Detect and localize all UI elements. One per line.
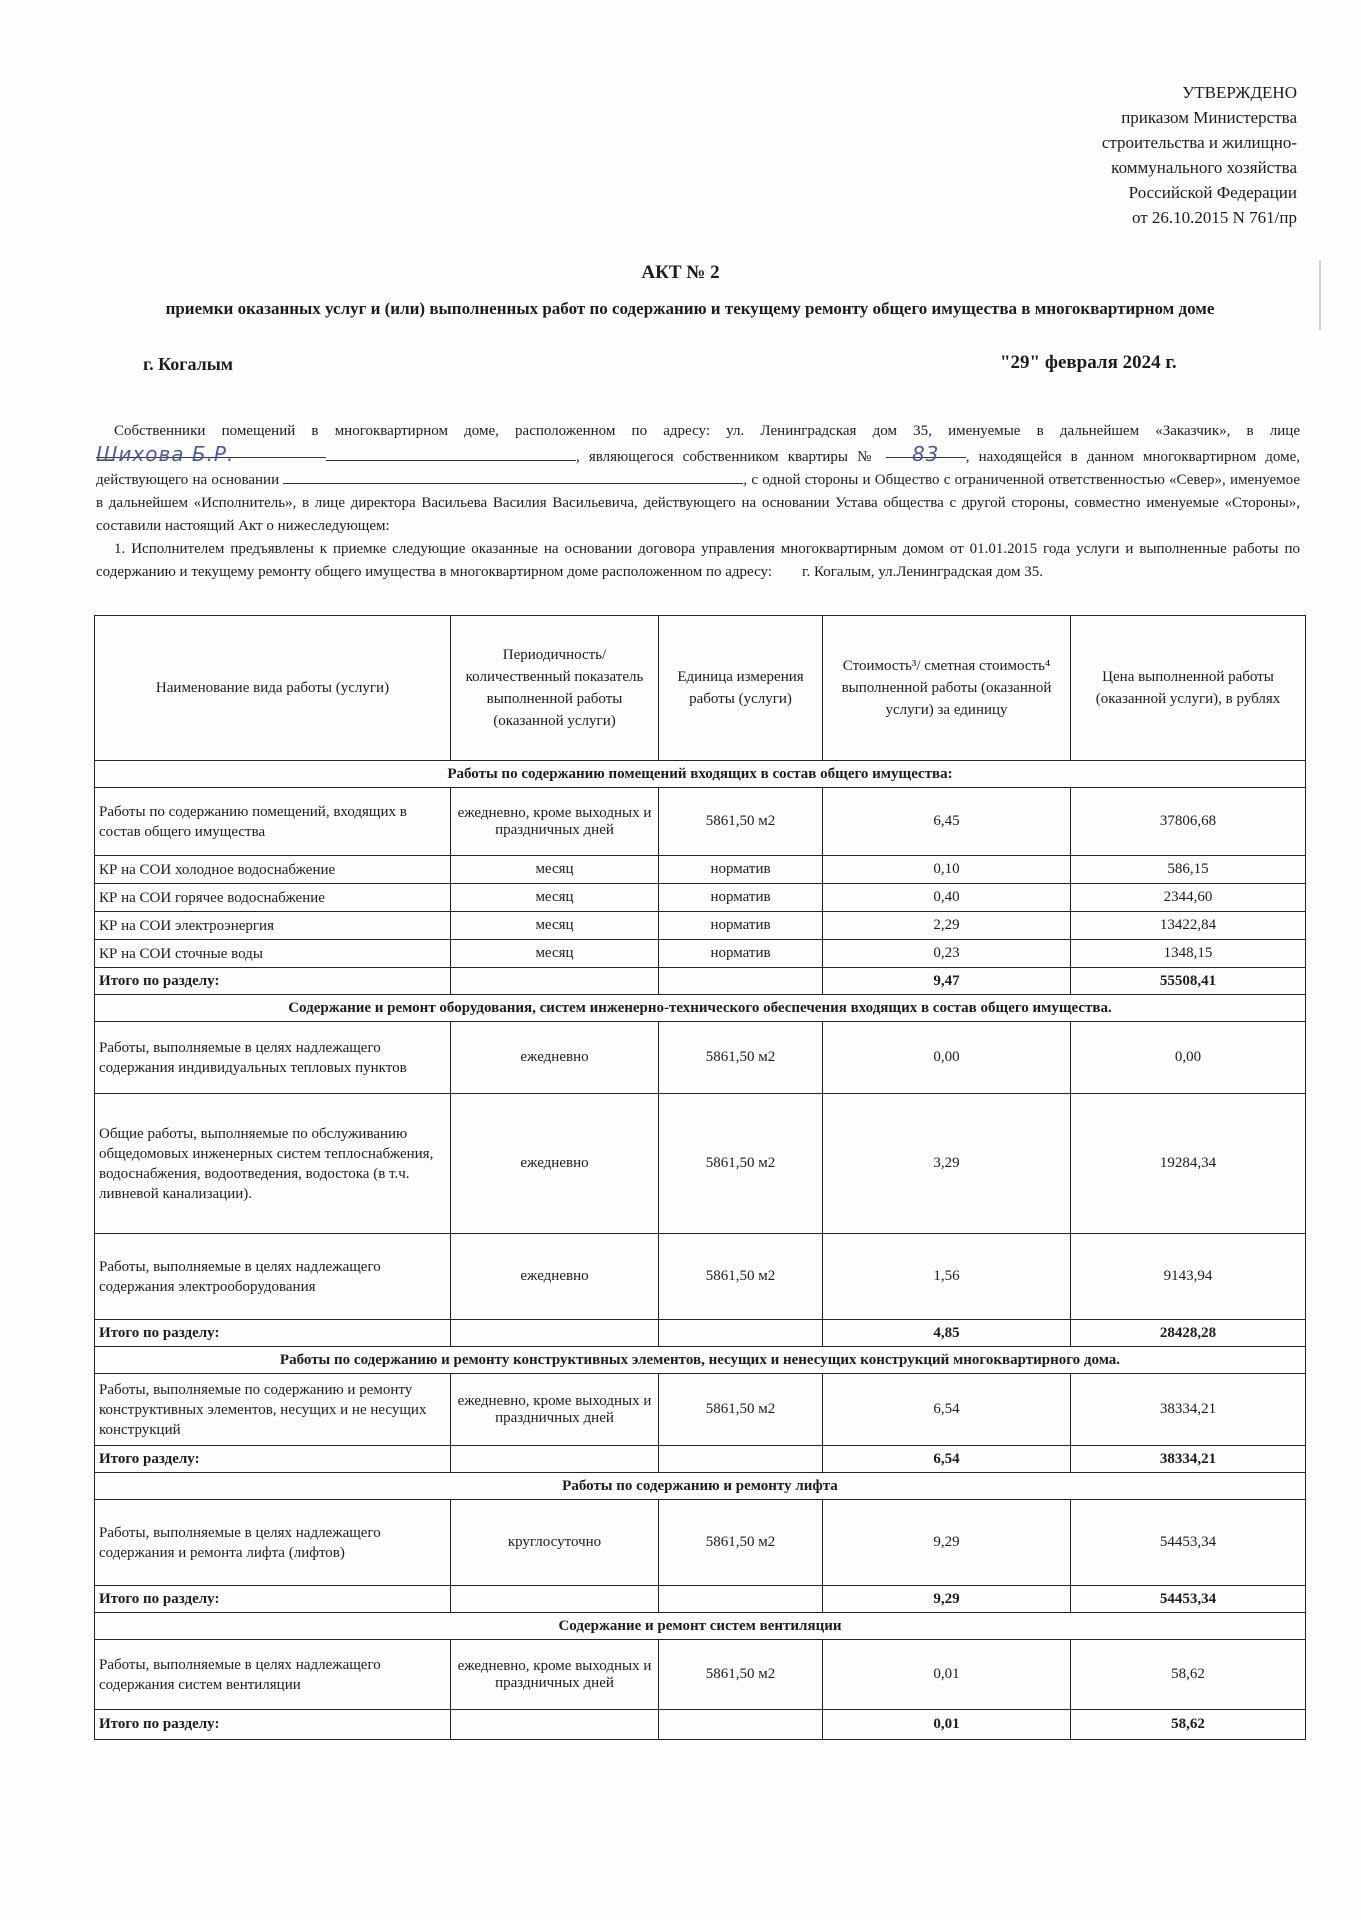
column-header: Наименование вида работы (услуги) [95,616,451,761]
total-price: 28428,28 [1071,1320,1306,1347]
table-row [95,884,1306,912]
cell-unit-cost: 0,00 [823,1022,1071,1094]
section-total-row [95,1320,1306,1347]
total-label: Итого по разделу: [95,968,451,995]
section-title: Работы по содержанию и ремонту лифта [95,1473,1306,1500]
cell-work-name: Работы по содержанию помещений, входящих в состав общего имущества [95,788,451,856]
cell-periodicity: месяц [451,884,659,912]
intro-text-part: , с одной стороны и Общество с ограниченной ответственностью «Север», именуемое в дальнейшем «Исполнитель», в лице директора Васильева Василия Васильевича, действующего на основании Устава общества с другой стороны, совместно именуемые «Стороны», составили настоящий Акт о нижеследующем: [96,472,1301,534]
section-header-row [95,1473,1306,1500]
cell-unit: норматив [659,912,823,940]
cell-unit-cost: 0,23 [823,940,1071,968]
cell-work-name: КР на СОИ холодное водоснабжение [95,856,451,884]
scan-edge-mark [1319,260,1321,330]
column-header: Стоимость³/ сметная стоимость⁴ выполненной работы (оказанной услуги) за единицу [823,616,1071,761]
section-header-row [95,1347,1306,1374]
total-unit-cost: 4,85 [823,1320,1071,1347]
cell-unit: 5861,50 м2 [659,1500,823,1586]
cell-unit: 5861,50 м2 [659,1022,823,1094]
approval-line: Российской Федерации [1128,183,1297,202]
cell-unit: норматив [659,856,823,884]
table-row [95,1640,1306,1710]
cell-price: 37806,68 [1071,788,1306,856]
cell-unit-cost: 0,10 [823,856,1071,884]
cell-price: 586,15 [1071,856,1306,884]
act-date: "29" февраля 2024 г. [1000,352,1177,373]
cell-periodicity: ежедневно [451,1234,659,1320]
cell-unit: 5861,50 м2 [659,1640,823,1710]
section-total-row [95,1446,1306,1473]
intro-text [96,420,1300,584]
cell-unit: 5861,50 м2 [659,788,823,856]
cell-work-name: КР на СОИ горячее водоснабжение [95,884,451,912]
cell-periodicity: месяц [451,912,659,940]
handwritten-name: Шихова Б.Р. [96,442,235,466]
cell-unit-cost: 6,54 [823,1374,1071,1446]
cell-unit-cost: 0,40 [823,884,1071,912]
section-title: Работы по содержанию помещений входящих в состав общего имущества: [95,761,1306,788]
intro-text-part: 1. Исполнителем предъявлены к приемке следующие оказанные на основании договора управления многоквартирным домом от 01.01.2015 года услуги и выполненные работы по содержанию и текущему ремонту общего имущества в многоквартирном доме расположенном по адресу: [96,541,1300,580]
section-title: Работы по содержанию и ремонту конструктивных элементов, несущих и ненесущих конструкций многоквартирного дома. [95,1347,1306,1374]
cell-work-name: КР на СОИ сточные воды [95,940,451,968]
table-row [95,940,1306,968]
works-table [94,615,1306,1740]
cell-price: 58,62 [1071,1640,1306,1710]
cell-price: 19284,34 [1071,1094,1306,1234]
total-price: 58,62 [1071,1710,1306,1740]
table-row [95,856,1306,884]
cell-unit-cost: 6,45 [823,788,1071,856]
table-row [95,912,1306,940]
total-label: Итого разделу: [95,1446,451,1473]
table-header-row [95,616,1306,761]
total-label: Итого по разделу: [95,1586,451,1613]
total-unit-cost: 9,29 [823,1586,1071,1613]
approval-line: от 26.10.2015 N 761/пр [1131,208,1297,227]
cell-price: 13422,84 [1071,912,1306,940]
intro-text-part: , являющегося собственником квартиры № [576,449,877,465]
cell-price: 9143,94 [1071,1234,1306,1320]
apartment-field [886,442,966,466]
cell-unit-cost: 0,01 [823,1640,1071,1710]
cell-work-name: Работы, выполняемые в целях надлежащего содержания и ремонта лифта (лифтов) [95,1500,451,1586]
cell-unit: норматив [659,940,823,968]
cell-unit-cost: 3,29 [823,1094,1071,1234]
cell-periodicity: месяц [451,940,659,968]
approval-line: строительства и жилищно- [1101,133,1297,152]
cell-unit: 5861,50 м2 [659,1374,823,1446]
cell-periodicity: круглосуточно [451,1500,659,1586]
table-row [95,1094,1306,1234]
approval-line: УТВЕРЖДЕНО [1182,83,1297,102]
act-subtitle: приемки оказанных услуг и (или) выполненных работ по содержанию и текущему ремонту общего имущества в многоквартирном доме [165,299,1215,318]
cell-price: 38334,21 [1071,1374,1306,1446]
section-total-row [95,1710,1306,1740]
cell-periodicity: ежедневно [451,1094,659,1234]
basis-blank [283,469,743,484]
approval-line: коммунального хозяйства [1111,158,1297,177]
section-header-row [95,761,1306,788]
name-blank [326,446,576,461]
cell-unit: 5861,50 м2 [659,1234,823,1320]
cell-work-name: Работы, выполняемые в целях надлежащего содержания электрооборудования [95,1234,451,1320]
intro-paragraph-2 [96,538,1300,584]
cell-price: 54453,34 [1071,1500,1306,1586]
city: г. Когалым [143,354,234,374]
section-title: Содержание и ремонт оборудования, систем инженерно-технического обеспечения входящих в состав общего имущества. [95,995,1306,1022]
cell-periodicity: ежедневно, кроме выходных и праздничных дней [451,1640,659,1710]
total-label: Итого по разделу: [95,1710,451,1740]
cell-work-name: КР на СОИ электроэнергия [95,912,451,940]
approval-line: приказом Министерства [1121,108,1297,127]
column-header: Единица измерения работы (услуги) [659,616,823,761]
column-header: Цена выполненной работы (оказанной услуги), в рублях [1071,616,1306,761]
approval-block [997,80,1297,230]
cell-periodicity: ежедневно [451,1022,659,1094]
cell-unit-cost: 9,29 [823,1500,1071,1586]
address: г. Когалым, ул.Ленинградская дом 35. [802,564,1043,580]
table-row [95,1234,1306,1320]
cell-price: 1348,15 [1071,940,1306,968]
intro-text-part: , находящейся в данном многоквартирном доме, действующего на основании [96,449,1300,488]
total-unit-cost: 6,54 [823,1446,1071,1473]
intro-paragraph-1 [96,420,1300,538]
act-title: АКТ № 2 [641,262,720,283]
handwritten-apartment: 83 [912,442,940,466]
cell-work-name: Работы, выполняемые в целях надлежащего содержания систем вентиляции [95,1640,451,1710]
cell-unit: 5861,50 м2 [659,1094,823,1234]
total-unit-cost: 9,47 [823,968,1071,995]
table-row [95,1500,1306,1586]
cell-unit-cost: 2,29 [823,912,1071,940]
cell-price: 2344,60 [1071,884,1306,912]
total-label: Итого по разделу: [95,1320,451,1347]
column-header: Периодичность/ количественный показатель выполненной работы (оказанной услуги) [451,616,659,761]
total-price: 55508,41 [1071,968,1306,995]
cell-work-name: Работы, выполняемые в целях надлежащего содержания индивидуальных тепловых пунктов [95,1022,451,1094]
cell-price: 0,00 [1071,1022,1306,1094]
cell-periodicity: ежедневно, кроме выходных и праздничных дней [451,788,659,856]
section-total-row [95,968,1306,995]
table-row [95,1374,1306,1446]
cell-unit: норматив [659,884,823,912]
cell-work-name: Общие работы, выполняемые по обслуживанию общедомовых инженерных систем теплоснабжения, водоснабжения, водоотведения, водостока (в т.ч. ливневой канализации). [95,1094,451,1234]
section-total-row [95,1586,1306,1613]
total-price: 38334,21 [1071,1446,1306,1473]
section-header-row [95,1613,1306,1640]
table-row [95,788,1306,856]
total-unit-cost: 0,01 [823,1710,1071,1740]
total-price: 54453,34 [1071,1586,1306,1613]
table-row [95,1022,1306,1094]
cell-work-name: Работы, выполняемые по содержанию и ремонту конструктивных элементов, несущих и не несущих конструкций [95,1374,451,1446]
section-header-row [95,995,1306,1022]
cell-periodicity: месяц [451,856,659,884]
cell-unit-cost: 1,56 [823,1234,1071,1320]
intro-text-part: Собственники помещений в многоквартирном доме, расположенном по адресу: ул. Ленинградская дом 35, именуемые в дальнейшем «Заказчик», в лице [114,423,1300,439]
section-title: Содержание и ремонт систем вентиляции [95,1613,1306,1640]
cell-periodicity: ежедневно, кроме выходных и праздничных дней [451,1374,659,1446]
name-field [96,442,326,466]
